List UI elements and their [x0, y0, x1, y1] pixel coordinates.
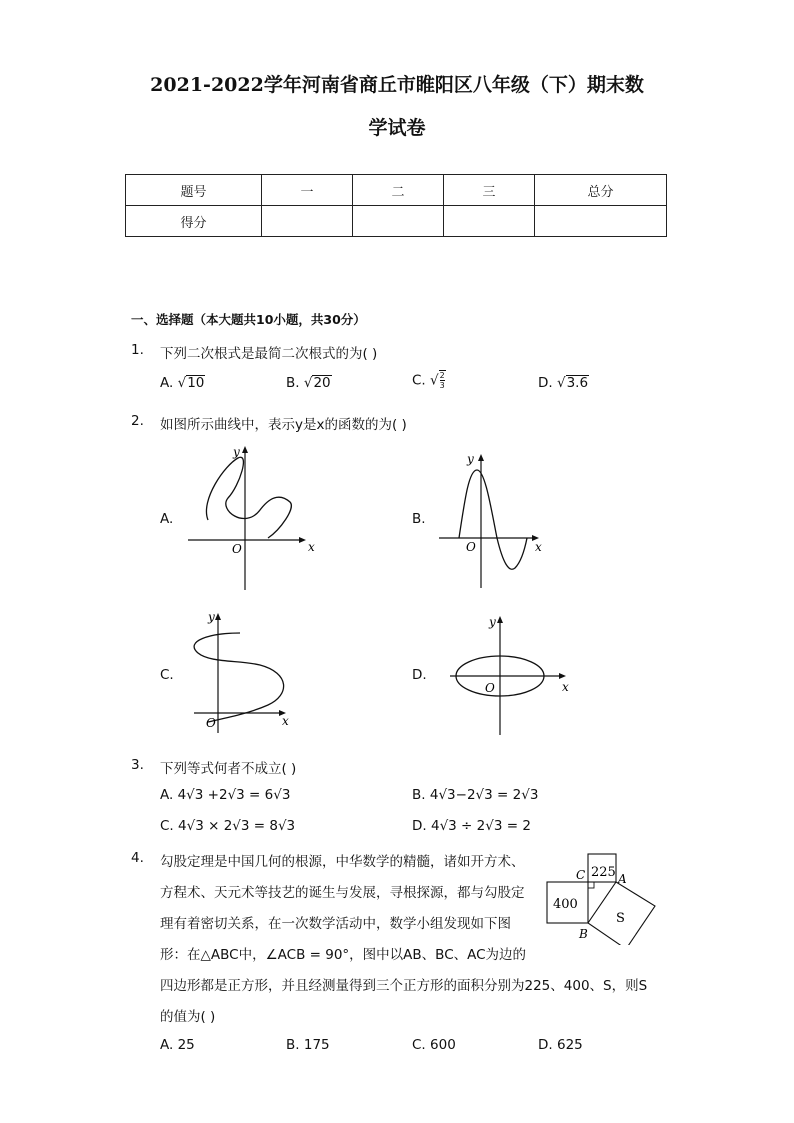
question-1 [0, 342, 794, 362]
score-row-label: 得分 [126, 206, 262, 237]
question-text-line: 勾股定理是中国几何的根源，中华数学的精髓，诸如开方术、 [160, 854, 525, 870]
option-label: B. [286, 1037, 300, 1053]
score-header-cell: 二 [353, 175, 444, 206]
point-b: B [579, 927, 588, 941]
option-value: 625 [556, 1037, 583, 1053]
question-number: 4. [131, 850, 144, 866]
question-text-line: 四边形都是正方形，并且经测量得到三个正方形的面积分别为225、400、S，则S [160, 978, 648, 994]
fraction [440, 371, 445, 390]
option-label: C. [412, 1037, 426, 1053]
option-expression: 4√3 × 2√3 = 8√3 [178, 818, 296, 834]
option-value: 175 [303, 1037, 330, 1053]
question-text-line: 的值为( ) [160, 1009, 216, 1025]
radicand: 10 [187, 375, 205, 391]
option-label: A. [160, 787, 174, 803]
score-cell[interactable] [353, 206, 444, 237]
option-label: C. [412, 372, 426, 389]
radicand: 3.6 [566, 375, 589, 391]
right-angle-mark [588, 882, 594, 888]
numerator: 2 [439, 371, 445, 380]
option-expression: 4√3 +2√3 = 6√3 [177, 787, 291, 803]
option-label: D. [538, 375, 553, 391]
axis-x-label: x [308, 540, 315, 554]
graph-c[interactable] [190, 605, 300, 740]
q3-option-c[interactable] [160, 818, 295, 834]
question-text: 下列等式何者不成立( ) [160, 761, 297, 777]
q1-option-d[interactable]: D. √3.6 [538, 375, 589, 391]
label-s: S [616, 911, 625, 926]
graph-a[interactable] [180, 440, 320, 600]
q3-option-b[interactable] [412, 787, 538, 803]
axis-y-label: y [233, 445, 240, 459]
option-expression: 4√3−2√3 = 2√3 [429, 787, 539, 803]
score-table-score-row [126, 206, 667, 237]
score-cell[interactable] [444, 206, 535, 237]
axis-x-label: x [535, 540, 542, 554]
question-number: 2. [131, 413, 144, 429]
option-value: 25 [177, 1037, 195, 1053]
q2-option-d-label[interactable]: D. [412, 667, 427, 683]
score-table-header-row [126, 175, 667, 206]
q2-option-b-label[interactable]: B. [412, 511, 426, 527]
origin-label: O [232, 542, 242, 556]
question-text-line: 方程术、天元术等技艺的诞生与发展，寻根探源，都与勾股定 [160, 885, 525, 901]
curve-c [194, 633, 284, 722]
option-expression: 4√3 ÷ 2√3 = 2 [430, 818, 531, 834]
curve-b [459, 470, 527, 569]
radicand: 20 [313, 375, 331, 391]
point-a: A [618, 872, 627, 886]
option-label: A. [160, 1037, 174, 1053]
question-3 [0, 757, 794, 777]
q2-option-c-label[interactable]: C. [160, 667, 174, 683]
question-2 [0, 413, 794, 433]
q4-option-d[interactable] [538, 1037, 583, 1053]
score-header-cell: 三 [444, 175, 535, 206]
origin-label: O [206, 716, 216, 730]
question-text-line: 理有着密切关系，在一次数学活动中，数学小组发现如下图 [160, 916, 511, 932]
question-text: 下列二次根式是最简二次根式的为( ) [160, 346, 378, 362]
origin-label: O [466, 540, 476, 554]
question-text-line: 形：在△ABC中，∠ACB = 90°，图中以AB、BC、AC为边的 [160, 947, 527, 963]
axis-x-label: x [562, 680, 569, 694]
option-label: C. [160, 818, 174, 834]
option-label: B. [286, 375, 300, 391]
curve-a [206, 457, 291, 538]
section-heading: 一、选择题（本大题共10小题，共30分） [131, 312, 366, 327]
origin-label: O [485, 681, 495, 695]
question-4 [0, 850, 160, 870]
q4-option-b[interactable] [286, 1037, 330, 1053]
q3-option-d[interactable] [412, 818, 531, 834]
question-number: 3. [131, 757, 144, 773]
score-cell[interactable] [262, 206, 353, 237]
score-cell[interactable] [535, 206, 667, 237]
exam-title-line1: 2021-2022学年河南省商丘市睢阳区八年级（下）期末数 [150, 74, 644, 96]
score-table [125, 174, 667, 237]
q1-option-c[interactable]: C. √ $\frac{2}{3}$ [412, 371, 445, 390]
option-label: A. [160, 375, 174, 391]
score-header-cell: 一 [262, 175, 353, 206]
label-400: 400 [553, 897, 578, 912]
q1-option-a[interactable]: A. √10 [160, 375, 205, 391]
label-225: 225 [591, 865, 616, 880]
q4-option-a[interactable] [160, 1037, 195, 1053]
graph-d[interactable] [450, 610, 590, 740]
axis-y-label: y [489, 615, 496, 629]
q2-option-a-label[interactable]: A. [160, 511, 174, 527]
point-c: C [576, 868, 586, 882]
denominator: 3 [439, 381, 445, 390]
option-label: B. [412, 787, 426, 803]
option-label: D. [538, 1037, 553, 1053]
question-number: 1. [131, 342, 144, 358]
pythagoras-figure [540, 850, 665, 945]
exam-title-line2: 学试卷 [368, 117, 426, 139]
q3-option-a[interactable] [160, 787, 290, 803]
axis-y-label: y [467, 452, 474, 466]
q4-option-c[interactable] [412, 1037, 456, 1053]
axis-x-label: x [282, 714, 289, 728]
score-header-cell: 总分 [535, 175, 667, 206]
score-header-cell: 题号 [126, 175, 262, 206]
option-value: 600 [430, 1037, 456, 1053]
axis-y-label: y [208, 610, 215, 624]
q1-option-b[interactable]: B. √20 [286, 375, 331, 391]
graph-b[interactable] [435, 448, 555, 593]
question-text: 如图所示曲线中，表示y是x的函数的为( ) [160, 417, 407, 433]
option-label: D. [412, 818, 427, 834]
